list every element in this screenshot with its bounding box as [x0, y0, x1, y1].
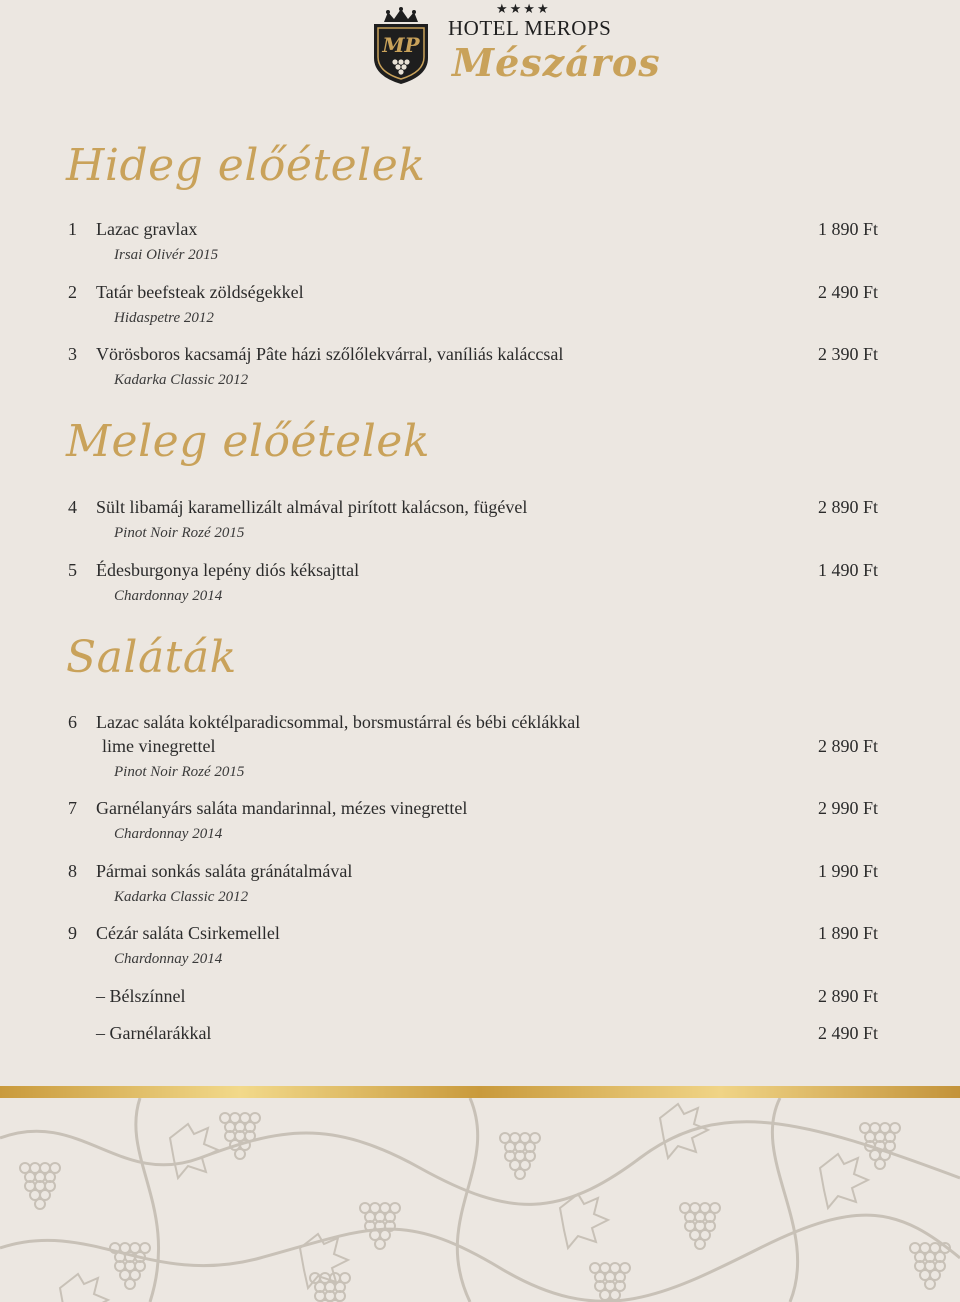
gold-divider-bar — [0, 1086, 960, 1098]
extra-name: – Bélszínnel — [96, 986, 186, 1006]
wine-pairing: Chardonnay 2014 — [114, 951, 223, 967]
item-price: 2 990 Ft — [817, 798, 878, 818]
section-title-hideg: Hideg előételek — [66, 140, 426, 191]
item-price: 1 890 Ft — [817, 923, 878, 943]
wine-pairing: Hidaspetre 2012 — [114, 310, 214, 326]
item-name: Pármai sonkás saláta gránátalmával — [96, 861, 353, 881]
wine-pairing: Chardonnay 2014 — [114, 588, 223, 604]
item-price: 1 990 Ft — [817, 861, 878, 881]
extra-name: – Garnélarákkal — [96, 1023, 212, 1043]
item-name: Cézár saláta Csirkemellel — [96, 923, 280, 943]
item-name: Tatár beefsteak zöldségekkel — [96, 282, 304, 302]
item-name: Vörösboros kacsamáj Pâte házi szőlőlekvárral, vaníliás kaláccsal — [96, 344, 564, 364]
item-number: 3 — [68, 344, 77, 364]
item-price: 2 890 Ft — [817, 736, 878, 756]
item-number: 9 — [68, 923, 77, 943]
item-name: Lazac gravlax — [96, 219, 198, 239]
wine-pairing: Pinot Noir Rozé 2015 — [114, 525, 245, 541]
item-name: Édesburgonya lepény diós kéksajttal — [96, 560, 360, 580]
item-price: 2 890 Ft — [817, 497, 878, 517]
item-number: 4 — [68, 497, 77, 517]
item-price: 1 490 Ft — [817, 560, 878, 580]
wine-pairing: Kadarka Classic 2012 — [114, 372, 249, 388]
item-number: 2 — [68, 282, 77, 302]
hotel-name: HOTEL MEROPS — [448, 16, 612, 40]
item-number: 7 — [68, 798, 77, 818]
item-name: Lazac saláta koktélparadicsommal, borsmustárral és bébi céklákkal — [96, 712, 581, 732]
item-name-continued: lime vinegrettel — [102, 736, 216, 756]
item-price: 1 890 Ft — [817, 219, 878, 239]
item-name: Sült libamáj karamellizált almával pirított kalácson, fügével — [96, 497, 528, 517]
item-number: 8 — [68, 861, 77, 881]
grape-vine-pattern — [0, 1098, 960, 1302]
item-price: 2 490 Ft — [817, 282, 878, 302]
extra-price: 2 890 Ft — [817, 986, 878, 1006]
section-title-salatak: Saláták — [66, 632, 237, 683]
svg-text:MP: MP — [382, 33, 420, 57]
wine-pairing: Chardonnay 2014 — [114, 826, 223, 842]
wine-pairing: Pinot Noir Rozé 2015 — [114, 764, 245, 780]
header — [0, 0, 960, 90]
item-price: 2 390 Ft — [817, 344, 878, 364]
section-title-meleg: Meleg előételek — [66, 416, 430, 467]
crest-logo — [364, 6, 438, 86]
wine-pairing: Kadarka Classic 2012 — [114, 889, 249, 905]
extra-price: 2 490 Ft — [817, 1023, 878, 1043]
item-number: 5 — [68, 560, 77, 580]
brand-script-logo: Mészáros — [452, 40, 661, 85]
item-number: 6 — [68, 712, 77, 732]
item-name: Garnélanyárs saláta mandarinnal, mézes vinegrettel — [96, 798, 468, 818]
item-number: 1 — [68, 219, 77, 239]
wine-pairing: Irsai Olivér 2015 — [114, 247, 219, 263]
hotel-star-rating: ★★★★ — [496, 2, 551, 17]
